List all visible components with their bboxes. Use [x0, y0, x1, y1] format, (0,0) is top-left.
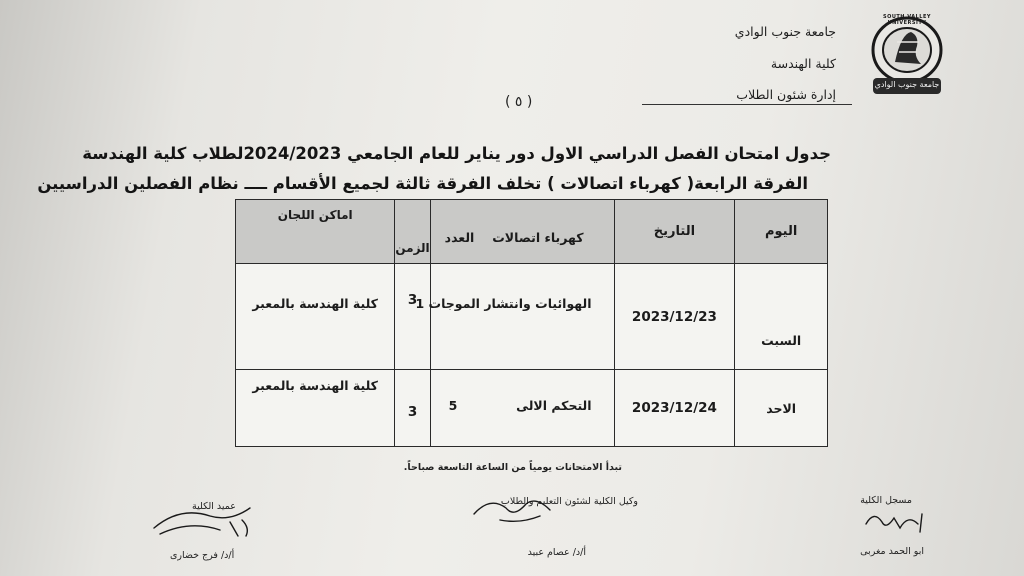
department-name: إدارة شئون الطلاب — [736, 87, 836, 102]
logo-caption: جامعة جنوب الوادي — [874, 80, 940, 89]
page-number: ( ٥ ) — [505, 94, 533, 110]
vice-dean-name: أ/د/ عصام عبيد — [527, 547, 586, 558]
row1-date: 2023/12/23 — [614, 264, 735, 370]
row2-subject-cell — [430, 370, 614, 447]
header-count: العدد — [444, 230, 475, 245]
row1-place: كلية الهندسة بالمعبر — [236, 264, 395, 370]
row1-subject-cell — [415, 264, 614, 370]
exam-schedule-table — [235, 199, 828, 447]
table-header-row — [236, 200, 828, 264]
row2-duration: 3 — [395, 370, 430, 447]
table-row — [236, 370, 828, 447]
logo-ring-text: SOUTH VALLEY UNIVERSITY — [882, 14, 932, 26]
header-places: اماكن اللجان — [236, 200, 395, 264]
vice-dean-signature-icon — [470, 494, 560, 528]
dean-signature-icon — [150, 500, 260, 540]
header-rule — [642, 104, 852, 105]
header-department-count — [430, 200, 614, 264]
row1-day: السبت — [735, 264, 828, 370]
row2-place: كلية الهندسة بالمعبر — [236, 370, 395, 447]
university-logo — [867, 12, 947, 100]
header-date: التاريخ — [614, 200, 735, 264]
row2-count: 5 — [448, 398, 458, 413]
row1-subject: الهوائيات وانتشار الموجات 1 — [415, 296, 592, 311]
header-duration: الزمن — [395, 200, 430, 264]
row1-duration: 3 — [395, 264, 430, 370]
registrar-signature-icon — [860, 506, 930, 536]
vice-dean-title: وكيل الكلية لشئون التعليم والطلاب — [500, 496, 638, 507]
start-time-note: تبدأ الامتحانات يومياً من الساعة التاسعة صباحاً. — [403, 462, 622, 473]
row2-date: 2023/12/24 — [614, 370, 735, 447]
dean-name: أ/د/ فرج خضارى — [170, 550, 235, 561]
header-day: اليوم — [735, 200, 828, 264]
table-row — [236, 264, 828, 370]
registrar-name: ابو الحمد مغربى — [860, 546, 924, 557]
schedule-title-line2: الفرقة الرابعة( كهرباء اتصالات ) تخلف الفرقة ثالثة لجميع الأقسام ــــ نظام الفصلين الدراسيين — [37, 174, 808, 193]
schedule-title-line1: جدول امتحان الفصل الدراسي الاول دور يناير للعام الجامعي 2024/2023لطلاب كلية الهندسة — [82, 144, 831, 163]
row2-subject: التحكم الالى — [516, 398, 592, 413]
registrar-title: مسجل الكلية — [860, 495, 912, 506]
header-department: كهرباء اتصالات — [492, 230, 584, 245]
row2-day: الاحد — [735, 370, 828, 447]
university-name: جامعة جنوب الوادي — [734, 24, 836, 39]
faculty-name: كلية الهندسة — [770, 56, 836, 71]
dean-title: عميد الكلية — [192, 501, 236, 512]
